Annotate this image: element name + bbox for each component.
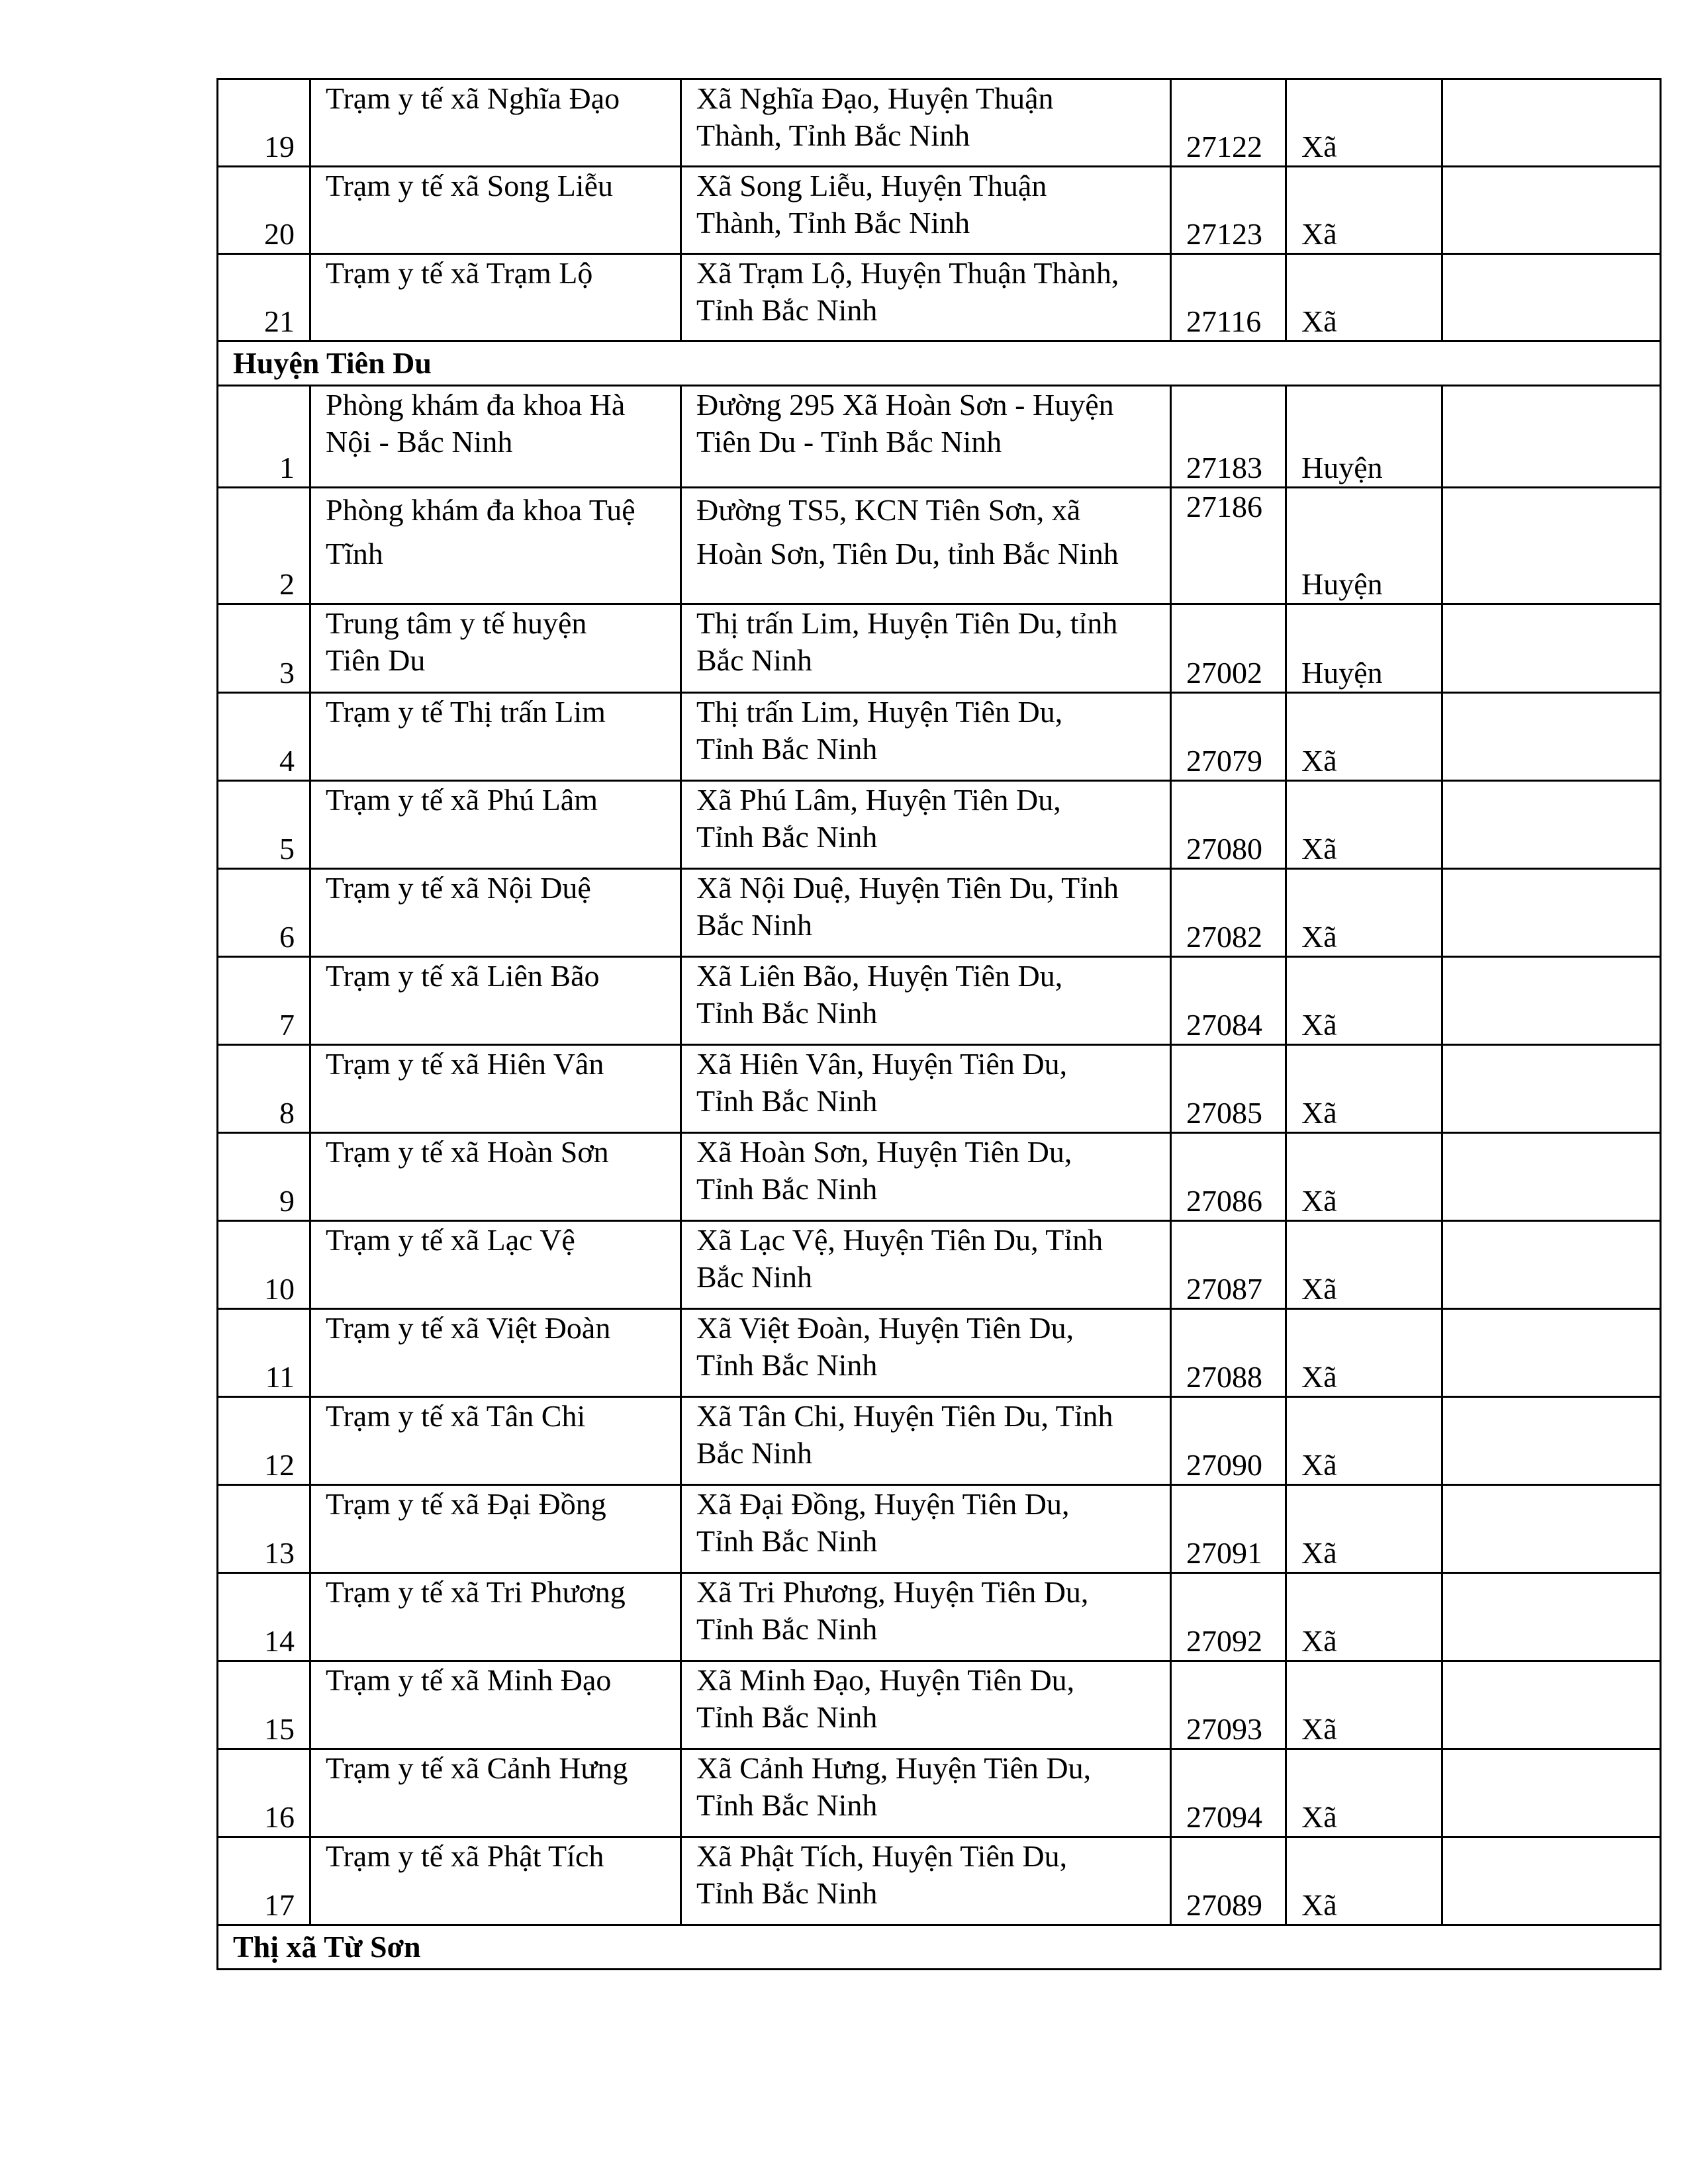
note-cell — [1442, 1837, 1661, 1925]
name-line: Tiên Du — [326, 643, 426, 677]
note-cell — [1442, 693, 1661, 781]
name-line: Trung tâm y tế huyện — [326, 606, 587, 640]
table-row — [218, 167, 1661, 254]
facility-level: Xã — [1286, 1661, 1442, 1749]
facility-code: 27079 — [1171, 693, 1286, 781]
note-cell — [1442, 1661, 1661, 1749]
name-line: Trạm y tế xã Phật Tích — [326, 1839, 604, 1873]
facility-code: 27090 — [1171, 1397, 1286, 1485]
facility-level: Xã — [1286, 781, 1442, 869]
name-line: Trạm y tế xã Liên Bão — [326, 959, 600, 993]
address-line: Xã Song Liễu, Huyện Thuận — [696, 169, 1047, 203]
address-line: Tỉnh Bắc Ninh — [696, 1084, 878, 1118]
address-line: Xã Hoàn Sơn, Huyện Tiên Du, — [696, 1135, 1072, 1169]
facility-table — [216, 78, 1662, 1970]
address-line: Thị trấn Lim, Huyện Tiên Du, — [696, 695, 1063, 729]
row-number: 11 — [218, 1309, 310, 1397]
address-line: Thành, Tỉnh Bắc Ninh — [696, 206, 970, 240]
facility-name — [310, 1221, 681, 1309]
row-number: 14 — [218, 1573, 310, 1661]
address-line: Xã Phú Lâm, Huyện Tiên Du, — [696, 783, 1061, 817]
section-header-row — [218, 341, 1661, 386]
note-cell — [1442, 781, 1661, 869]
facility-address — [681, 1573, 1171, 1661]
table-row — [218, 693, 1661, 781]
row-number: 4 — [218, 693, 310, 781]
facility-address — [681, 1133, 1171, 1221]
facility-level: Huyện — [1286, 386, 1442, 488]
address-line: Xã Trạm Lộ, Huyện Thuận Thành, — [696, 256, 1119, 290]
address-line: Đường 295 Xã Hoàn Sơn - Huyện — [696, 388, 1114, 422]
name-line: Trạm y tế xã Hiên Vân — [326, 1047, 604, 1081]
address-line: Xã Nghĩa Đạo, Huyện Thuận — [696, 81, 1054, 115]
address-line: Tỉnh Bắc Ninh — [696, 293, 878, 327]
address-line: Tỉnh Bắc Ninh — [696, 1172, 878, 1206]
note-cell — [1442, 1133, 1661, 1221]
address-line: Tỉnh Bắc Ninh — [696, 1612, 878, 1646]
address-line: Tỉnh Bắc Ninh — [696, 996, 878, 1030]
name-line: Trạm y tế xã Việt Đoàn — [326, 1311, 611, 1345]
note-cell — [1442, 1485, 1661, 1573]
facility-level: Xã — [1286, 1485, 1442, 1573]
address-line: Xã Tân Chi, Huyện Tiên Du, Tỉnh — [696, 1399, 1113, 1433]
facility-code: 27091 — [1171, 1485, 1286, 1573]
row-number: 17 — [218, 1837, 310, 1925]
row-number: 8 — [218, 1045, 310, 1133]
facility-name — [310, 1485, 681, 1573]
section-header-row — [218, 1925, 1661, 1970]
row-number: 1 — [218, 386, 310, 488]
name-line: Trạm y tế xã Nội Duệ — [326, 871, 591, 905]
facility-name — [310, 693, 681, 781]
facility-code: 27080 — [1171, 781, 1286, 869]
row-number: 21 — [218, 254, 310, 341]
facility-name — [310, 79, 681, 167]
table-row — [218, 1573, 1661, 1661]
facility-level: Xã — [1286, 1397, 1442, 1485]
facility-code: 27186 — [1171, 488, 1286, 604]
facility-address — [681, 1837, 1171, 1925]
name-line: Tĩnh — [326, 537, 383, 570]
facility-name — [310, 1749, 681, 1837]
address-line: Tỉnh Bắc Ninh — [696, 1700, 878, 1734]
facility-code: 27116 — [1171, 254, 1286, 341]
table-row — [218, 386, 1661, 488]
facility-name — [310, 1397, 681, 1485]
facility-name — [310, 1133, 681, 1221]
address-line: Bắc Ninh — [696, 643, 813, 677]
row-number: 5 — [218, 781, 310, 869]
address-line: Xã Hiên Vân, Huyện Tiên Du, — [696, 1047, 1068, 1081]
facility-level: Huyện — [1286, 488, 1442, 604]
note-cell — [1442, 1749, 1661, 1837]
table-row — [218, 488, 1661, 604]
row-number: 6 — [218, 869, 310, 957]
table-row — [218, 869, 1661, 957]
name-line: Trạm y tế xã Tân Chi — [326, 1399, 586, 1433]
facility-level: Xã — [1286, 957, 1442, 1045]
facility-level: Xã — [1286, 254, 1442, 341]
table-row — [218, 604, 1661, 693]
facility-name — [310, 386, 681, 488]
note-cell — [1442, 1309, 1661, 1397]
facility-name — [310, 869, 681, 957]
row-number: 15 — [218, 1661, 310, 1749]
facility-level: Xã — [1286, 1573, 1442, 1661]
facility-address — [681, 1397, 1171, 1485]
note-cell — [1442, 79, 1661, 167]
table-row — [218, 957, 1661, 1045]
table-row — [218, 254, 1661, 341]
facility-level: Xã — [1286, 1309, 1442, 1397]
facility-name — [310, 781, 681, 869]
facility-level: Xã — [1286, 1749, 1442, 1837]
row-number: 7 — [218, 957, 310, 1045]
address-line: Đường TS5, KCN Tiên Sơn, xã — [696, 493, 1081, 527]
row-number: 2 — [218, 488, 310, 604]
facility-code: 27092 — [1171, 1573, 1286, 1661]
facility-code: 27084 — [1171, 957, 1286, 1045]
row-number: 20 — [218, 167, 310, 254]
address-line: Tỉnh Bắc Ninh — [696, 732, 878, 766]
facility-code: 27093 — [1171, 1661, 1286, 1749]
facility-level: Xã — [1286, 1133, 1442, 1221]
facility-level: Xã — [1286, 79, 1442, 167]
facility-name — [310, 1573, 681, 1661]
name-line: Trạm y tế xã Hoàn Sơn — [326, 1135, 609, 1169]
row-number: 10 — [218, 1221, 310, 1309]
address-line: Xã Tri Phương, Huyện Tiên Du, — [696, 1575, 1089, 1609]
facility-address — [681, 1485, 1171, 1573]
facility-level: Xã — [1286, 1221, 1442, 1309]
facility-level: Xã — [1286, 1045, 1442, 1133]
facility-level: Xã — [1286, 1837, 1442, 1925]
note-cell — [1442, 1397, 1661, 1485]
name-line: Trạm y tế xã Nghĩa Đạo — [326, 81, 620, 115]
facility-address — [681, 1221, 1171, 1309]
facility-name — [310, 1045, 681, 1133]
note-cell — [1442, 167, 1661, 254]
table-row — [218, 1221, 1661, 1309]
facility-address — [681, 869, 1171, 957]
note-cell — [1442, 957, 1661, 1045]
row-number: 9 — [218, 1133, 310, 1221]
table-row — [218, 1309, 1661, 1397]
facility-level: Xã — [1286, 869, 1442, 957]
name-line: Trạm y tế Thị trấn Lim — [326, 695, 606, 729]
row-number: 3 — [218, 604, 310, 693]
name-line: Trạm y tế xã Song Liễu — [326, 169, 613, 203]
table-row — [218, 1397, 1661, 1485]
address-line: Xã Phật Tích, Huyện Tiên Du, — [696, 1839, 1068, 1873]
facility-code: 27082 — [1171, 869, 1286, 957]
table-row — [218, 79, 1661, 167]
address-line: Xã Minh Đạo, Huyện Tiên Du, — [696, 1663, 1075, 1697]
table-row — [218, 1749, 1661, 1837]
address-line: Xã Cảnh Hưng, Huyện Tiên Du, — [696, 1751, 1092, 1785]
facility-address — [681, 957, 1171, 1045]
facility-name — [310, 488, 681, 604]
facility-address — [681, 386, 1171, 488]
address-line: Tiên Du - Tỉnh Bắc Ninh — [696, 425, 1002, 459]
table-body — [218, 79, 1661, 1970]
address-line: Xã Liên Bão, Huyện Tiên Du, — [696, 959, 1063, 993]
table-row — [218, 1837, 1661, 1925]
address-line: Tỉnh Bắc Ninh — [696, 1788, 878, 1822]
facility-level: Xã — [1286, 693, 1442, 781]
address-line: Tỉnh Bắc Ninh — [696, 1524, 878, 1558]
facility-address — [681, 1749, 1171, 1837]
row-number: 16 — [218, 1749, 310, 1837]
facility-name — [310, 957, 681, 1045]
address-line: Xã Lạc Vệ, Huyện Tiên Du, Tỉnh — [696, 1223, 1103, 1257]
name-line: Trạm y tế xã Lạc Vệ — [326, 1223, 575, 1257]
facility-address — [681, 1661, 1171, 1749]
note-cell — [1442, 1221, 1661, 1309]
name-line: Trạm y tế xã Cảnh Hưng — [326, 1751, 628, 1785]
facility-address — [681, 1309, 1171, 1397]
note-cell — [1442, 254, 1661, 341]
facility-address — [681, 488, 1171, 604]
row-number: 19 — [218, 79, 310, 167]
name-line: Trạm y tế xã Trạm Lộ — [326, 256, 593, 290]
name-line: Phòng khám đa khoa Hà — [326, 388, 626, 422]
address-line: Xã Việt Đoàn, Huyện Tiên Du, — [696, 1311, 1074, 1345]
address-line: Thị trấn Lim, Huyện Tiên Du, tỉnh — [696, 606, 1118, 640]
name-line: Trạm y tế xã Phú Lâm — [326, 783, 598, 817]
note-cell — [1442, 869, 1661, 957]
table-row — [218, 1133, 1661, 1221]
name-line: Trạm y tế xã Tri Phương — [326, 1575, 626, 1609]
address-line: Bắc Ninh — [696, 908, 813, 942]
facility-level: Xã — [1286, 167, 1442, 254]
section-title: Huyện Tiên Du — [218, 341, 1661, 386]
address-line: Hoàn Sơn, Tiên Du, tỉnh Bắc Ninh — [696, 537, 1119, 570]
facility-code: 27088 — [1171, 1309, 1286, 1397]
note-cell — [1442, 1045, 1661, 1133]
facility-name — [310, 604, 681, 693]
row-number: 13 — [218, 1485, 310, 1573]
address-line: Xã Đại Đồng, Huyện Tiên Du, — [696, 1487, 1070, 1521]
table-row — [218, 1661, 1661, 1749]
facility-name — [310, 1661, 681, 1749]
table-row — [218, 1485, 1661, 1573]
facility-code: 27122 — [1171, 79, 1286, 167]
name-line: Nội - Bắc Ninh — [326, 425, 513, 459]
facility-address — [681, 167, 1171, 254]
address-line: Tỉnh Bắc Ninh — [696, 1876, 878, 1910]
note-cell — [1442, 604, 1661, 693]
name-line: Trạm y tế xã Minh Đạo — [326, 1663, 612, 1697]
address-line: Thành, Tỉnh Bắc Ninh — [696, 118, 970, 152]
facility-address — [681, 79, 1171, 167]
facility-name — [310, 1837, 681, 1925]
facility-code: 27089 — [1171, 1837, 1286, 1925]
table-row — [218, 781, 1661, 869]
facility-address — [681, 1045, 1171, 1133]
row-number: 12 — [218, 1397, 310, 1485]
address-line: Bắc Ninh — [696, 1260, 813, 1294]
section-title: Thị xã Từ Sơn — [218, 1925, 1661, 1970]
facility-code: 27087 — [1171, 1221, 1286, 1309]
facility-level: Huyện — [1286, 604, 1442, 693]
facility-code: 27085 — [1171, 1045, 1286, 1133]
facility-name — [310, 254, 681, 341]
facility-address — [681, 781, 1171, 869]
facility-code: 27123 — [1171, 167, 1286, 254]
name-line: Trạm y tế xã Đại Đồng — [326, 1487, 606, 1521]
facility-code: 27086 — [1171, 1133, 1286, 1221]
address-line: Tỉnh Bắc Ninh — [696, 820, 878, 854]
address-line: Tỉnh Bắc Ninh — [696, 1348, 878, 1382]
note-cell — [1442, 1573, 1661, 1661]
name-line: Phòng khám đa khoa Tuệ — [326, 493, 635, 527]
facility-address — [681, 604, 1171, 693]
facility-address — [681, 254, 1171, 341]
note-cell — [1442, 488, 1661, 604]
facility-name — [310, 167, 681, 254]
note-cell — [1442, 386, 1661, 488]
facility-code: 27002 — [1171, 604, 1286, 693]
address-line: Bắc Ninh — [696, 1436, 813, 1470]
table-row — [218, 1045, 1661, 1133]
facility-code: 27094 — [1171, 1749, 1286, 1837]
address-line: Xã Nội Duệ, Huyện Tiên Du, Tỉnh — [696, 871, 1119, 905]
facility-address — [681, 693, 1171, 781]
facility-name — [310, 1309, 681, 1397]
facility-code: 27183 — [1171, 386, 1286, 488]
